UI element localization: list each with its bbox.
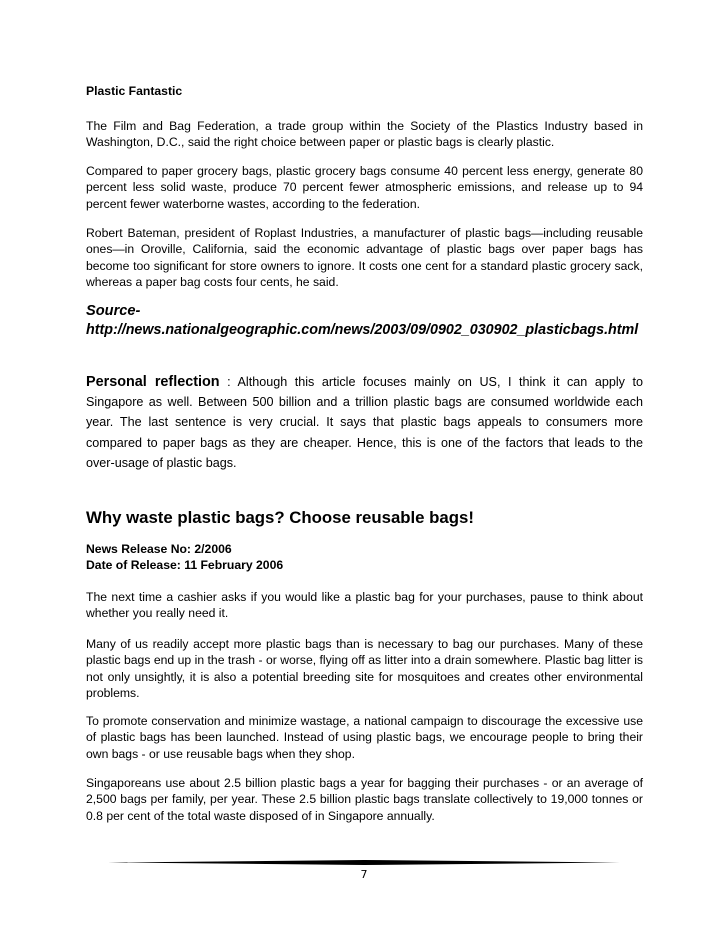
footer-rule (108, 860, 620, 865)
article-paragraph: The next time a cashier asks if you would like a plastic bag for your purchases, pause to think about whether you really need it. (86, 590, 643, 621)
release-number: News Release No: 2/2006 (86, 542, 232, 556)
article-paragraph: Robert Bateman, president of Roplast Industries, a manufacturer of plastic bags—including reusable ones—in Oroville, California, said the economic advantage of plastic bags over paper bags has become too significant for store owners to ignore. It costs one cent for a standard plastic grocery sack, whereas a paper bag costs four cents, he said. (86, 226, 643, 290)
section-heading: Why waste plastic bags? Choose reusable bags! (86, 508, 474, 527)
reflection-text: : Although this article focuses mainly on US, I think it can apply to Singapore as well. Between 500 billion and a trillion plastic bags are consumed worldwide each year. The last sentence is very crucial. It says that plastic bags appeals to consumers more compared to paper bags as they are cheaper. Hence, this is one of the factors that leads to the over-usage of plastic bags. (86, 375, 643, 470)
source-url: http://news.nationalgeographic.com/news/2003/09/0902_030902_plasticbags.html (86, 322, 639, 338)
article-paragraph: Many of us readily accept more plastic bags than is necessary to bag our purchases. Many of these plastic bags end up in the trash - or worse, flying off as litter into a drain somewhere. Plastic bag litter is not only unsightly, it is also a potential breeding site for mosquitoes and creates other environmental problems. (86, 637, 643, 701)
release-date: Date of Release: 11 February 2006 (86, 558, 284, 572)
page-number: 7 (360, 868, 368, 881)
personal-reflection (86, 372, 643, 473)
article-paragraph: To promote conservation and minimize wastage, a national campaign to discourage the excessive use of plastic bags has been launched. Instead of using plastic bags, we encourage people to bring their own bags - or use reusable bags when they shop. (86, 714, 643, 761)
source-label: Source- (86, 303, 141, 319)
article-paragraph: Compared to paper grocery bags, plastic grocery bags consume 40 percent less energy, generate 80 percent less solid waste, produce 70 percent fewer atmospheric emissions, and release up to 94 percent fewer waterborne wastes, according to the federation. (86, 164, 643, 211)
article-paragraph: The Film and Bag Federation, a trade group within the Society of the Plastics Industry based in Washington, D.C., said the right choice between paper or plastic bags is clearly plastic. (86, 119, 643, 150)
article-title: Plastic Fantastic (86, 84, 183, 98)
article-paragraph: Singaporeans use about 2.5 billion plastic bags a year for bagging their purchases - or an average of 2,500 bags per family, per year. These 2.5 billion plastic bags translate collectively to 19,000 tonnes or 0.8 per cent of the total waste disposed of in Singapore annually. (86, 776, 643, 823)
reflection-label: Personal reflection (86, 374, 220, 390)
